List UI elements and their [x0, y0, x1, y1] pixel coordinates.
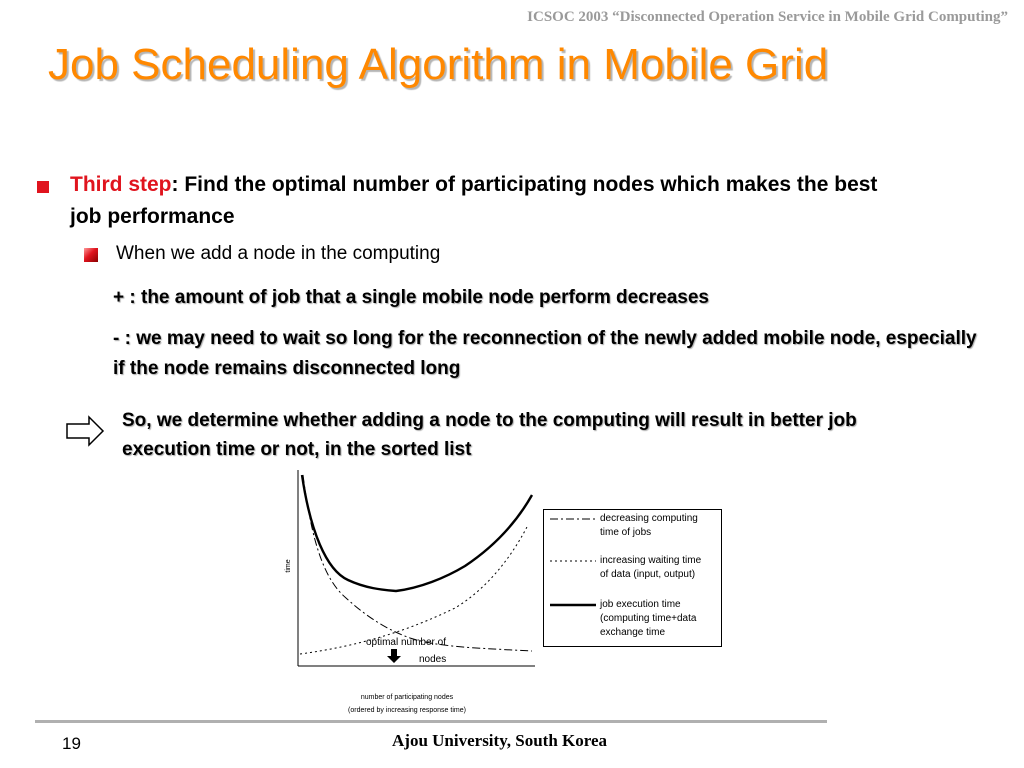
bullet-third-step	[70, 169, 910, 233]
optimal-annotation-line2: nodes	[419, 654, 447, 665]
legend-item-execution	[600, 598, 718, 640]
legend-waiting-line2: of data (input, output)	[600, 569, 696, 580]
x-axis-label-line1: number of participating nodes	[360, 694, 454, 701]
minus-point	[113, 324, 983, 384]
minus-sign: -	[113, 328, 120, 349]
footer-divider	[35, 720, 827, 723]
legend-execution-line1: job execution time	[600, 599, 681, 610]
bullet-square-icon	[37, 181, 49, 193]
down-arrow-icon	[387, 649, 401, 663]
legend-execution-line3: exchange time	[600, 627, 666, 638]
plus-text: : the amount of job that a single mobile node perform decreases	[124, 287, 709, 308]
conclusion-text: So, we determine whether adding a node to the computing will result in better job execution time or not, in the sorted list	[122, 410, 857, 460]
sub-bullet-icon	[84, 248, 98, 262]
page-number: 19	[62, 734, 81, 753]
chart-legend	[543, 509, 722, 647]
plus-sign: +	[113, 287, 125, 308]
job-execution-curve	[302, 475, 532, 591]
legend-solid-swatch	[550, 600, 596, 610]
sub-bullet-add-node: When we add a node in the computing	[116, 243, 441, 264]
legend-execution-line2: (computing time+data	[600, 613, 697, 624]
legend-computing-line2: time of jobs	[600, 527, 652, 538]
slide-title: Job Scheduling Algorithm in Mobile Grid	[48, 40, 829, 89]
legend-waiting-line1: increasing waiting time	[600, 555, 702, 566]
header-note: ICSOC 2003 “Disconnected Operation Service in Mobile Grid Computing”	[527, 9, 1008, 25]
x-axis-label-line2: (ordered by increasing response time)	[348, 707, 466, 714]
minus-text: : we may need to wait so long for the reconnection of the newly added mobile node, especially if the node remains disconnected long	[113, 328, 977, 379]
legend-item-waiting	[600, 554, 718, 582]
right-arrow-icon	[65, 414, 105, 448]
third-step-label: Third step	[70, 173, 172, 196]
legend-item-computing	[600, 512, 718, 540]
footer-affiliation: Ajou University, South Korea	[392, 731, 608, 750]
third-step-text: : Find the optimal number of participating nodes which makes the best job performance	[70, 173, 878, 228]
y-axis-label: time	[285, 559, 292, 573]
plus-point	[113, 287, 709, 309]
legend-dotted-swatch	[550, 556, 596, 566]
legend-dash-dot-swatch	[550, 514, 596, 524]
legend-computing-line1: decreasing computing	[600, 513, 698, 524]
optimal-annotation-line1: optimal number of	[365, 637, 447, 648]
